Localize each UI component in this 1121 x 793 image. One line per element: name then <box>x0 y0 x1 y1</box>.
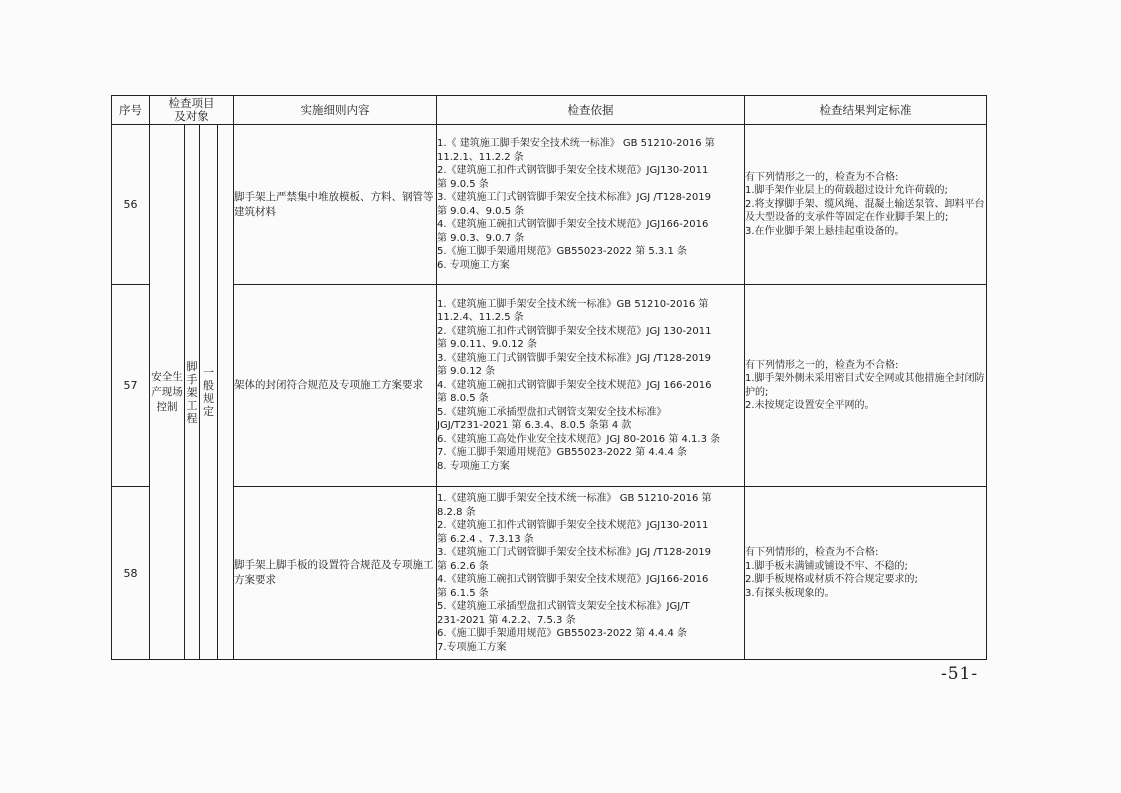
basis-line: 7.《施工脚手架通用规范》GB55023-2022 第 4.4.4 条 <box>437 447 687 459</box>
basis-line: 3.《建筑施工门式钢管脚手架安全技术标准》JGJ /T128-2019 <box>437 192 711 203</box>
basis-line: 11.2.4、11.2.5 条 <box>437 312 524 324</box>
basis-line: 7.专项施工方案 <box>437 641 507 653</box>
header-no: 序号 <box>112 96 150 125</box>
row-detail: 架体的封闭符合规范及专项施工方案要求 <box>234 285 437 487</box>
header-detail: 实施细则内容 <box>234 96 437 125</box>
basis-line: 11.2.1、11.2.2 条 <box>437 151 524 163</box>
basis-line: 第 6.2.6 条 <box>437 560 489 572</box>
standard-line: 3.有探头板现象的。 <box>745 587 835 599</box>
row-standard <box>745 487 987 660</box>
row-detail: 脚手架上脚手板的设置符合规范及专项施工方案要求 <box>234 487 437 660</box>
standard-line: 有下列情形之一的，检查为不合格: <box>745 359 899 371</box>
standard-line: 2.脚手板规格或材质不符合规定要求的; <box>745 574 918 585</box>
row-number: 57 <box>112 285 150 487</box>
basis-line: 5.《建筑施工承插型盘扣式钢管支架安全技术标准》JGJ/T <box>437 601 690 612</box>
basis-line: 2.《建筑施工扣件式钢管脚手架安全技术规范》JGJ130-2011 <box>437 520 709 531</box>
basis-line: 4.《建筑施工碗扣式钢管脚手架安全技术规范》JGJ166-2016 <box>437 219 709 230</box>
header-basis: 检查依据 <box>437 96 745 125</box>
basis-line: 8. 专项施工方案 <box>437 460 510 472</box>
standard-line: 1.脚手架作业层上的荷载超过设计允许荷载的; <box>745 185 948 197</box>
category-scaffold: 脚手架工程 <box>185 125 200 660</box>
basis-line: 2.《建筑施工扣件式钢管脚手架安全技术规范》JGJ 130-2011 <box>437 325 712 337</box>
basis-line: 5.《建筑施工承插型盘扣式钢管支架安全技术标准》 <box>437 406 667 418</box>
basis-line: 4.《建筑施工碗扣式钢管脚手架安全技术规范》JGJ166-2016 <box>437 574 709 585</box>
basis-line: 1.《建筑施工脚手架安全技术统一标准》GB 51210-2016 第 <box>437 298 709 310</box>
standard-line: 2.将支撑脚手架、缆风绳、混凝土输送泵管、卸料平台及大型设备的支承件等固定在作业脚手架上的; <box>745 198 985 224</box>
row-basis <box>437 125 745 285</box>
basis-line: 4.《建筑施工碗扣式钢管脚手架安全技术规范》JGJ 166-2016 <box>437 379 712 391</box>
basis-line: 第 6.2.4 、7.3.13 条 <box>437 533 534 545</box>
basis-line: 第 9.0.5 条 <box>437 178 489 190</box>
basis-line: 8.2.8 条 <box>437 506 476 518</box>
category-general: 一般规定 <box>200 125 218 660</box>
table-header-row <box>112 96 987 125</box>
standard-line: 有下列情形的，检查为不合格: <box>745 547 879 558</box>
table-row <box>112 125 987 285</box>
basis-line: 1.《建筑施工脚手架安全技术统一标准》 GB 51210-2016 第 <box>437 493 712 504</box>
standard-line: 1.脚手架外侧未采用密目式安全网或其他措施全封闭防护的; <box>745 373 985 398</box>
basis-line: 第 6.1.5 条 <box>437 587 489 599</box>
row-number: 58 <box>112 487 150 660</box>
row-basis <box>437 487 745 660</box>
basis-line: 第 8.0.5 条 <box>437 393 489 405</box>
header-standard: 检查结果判定标准 <box>745 96 987 125</box>
table-row <box>112 487 987 660</box>
standard-line: 3.在作业脚手架上悬挂起重设备的。 <box>745 225 905 237</box>
standard-line: 2.未按规定设置安全平网的。 <box>745 400 875 411</box>
table-row <box>112 285 987 487</box>
category-blank <box>218 125 234 660</box>
basis-line: JGJ/T231-2021 第 6.3.4、8.0.5 条第 4 款 <box>437 420 632 432</box>
standard-line: 有下列情形之一的，检查为不合格: <box>745 171 899 183</box>
basis-line: 6. 专项施工方案 <box>437 259 510 271</box>
basis-line: 3.《建筑施工门式钢管脚手架安全技术标准》JGJ /T128-2019 <box>437 352 711 364</box>
row-basis <box>437 285 745 487</box>
page-number: -51- <box>941 664 979 684</box>
inspection-table <box>111 95 987 660</box>
basis-line: 6.《建筑施工高处作业安全技术规范》JGJ 80-2016 第 4.1.3 条 <box>437 433 721 445</box>
category-safety-control: 安全生产现场控制 <box>150 125 185 660</box>
row-standard <box>745 285 987 487</box>
basis-line: 第 9.0.11、9.0.12 条 <box>437 339 537 351</box>
basis-line: 2.《建筑施工扣件式钢管脚手架安全技术规范》JGJ130-2011 <box>437 165 709 176</box>
basis-line: 1.《 建筑施工脚手架安全技术统一标准》 GB 51210-2016 第 <box>437 138 715 149</box>
standard-line: 1.脚手板未满铺或铺设不牢、不稳的; <box>745 560 908 572</box>
row-standard <box>745 125 987 285</box>
basis-line: 5.《施工脚手架通用规范》GB55023-2022 第 5.3.1 条 <box>437 246 687 257</box>
row-detail: 脚手架上严禁集中堆放模板、方料、钢管等建筑材料 <box>234 125 437 285</box>
header-item: 检查项目 及对象 <box>150 96 234 125</box>
basis-line: 6.《施工脚手架通用规范》GB55023-2022 第 4.4.4 条 <box>437 628 687 639</box>
basis-line: 3.《建筑施工门式钢管脚手架安全技术标准》JGJ /T128-2019 <box>437 547 711 558</box>
row-number: 56 <box>112 125 150 285</box>
basis-line: 第 9.0.12 条 <box>437 366 496 378</box>
basis-line: 第 9.0.4、9.0.5 条 <box>437 205 525 217</box>
basis-line: 第 9.0.3、9.0.7 条 <box>437 232 525 244</box>
basis-line: 231-2021 第 4.2.2、7.5.3 条 <box>437 614 576 626</box>
